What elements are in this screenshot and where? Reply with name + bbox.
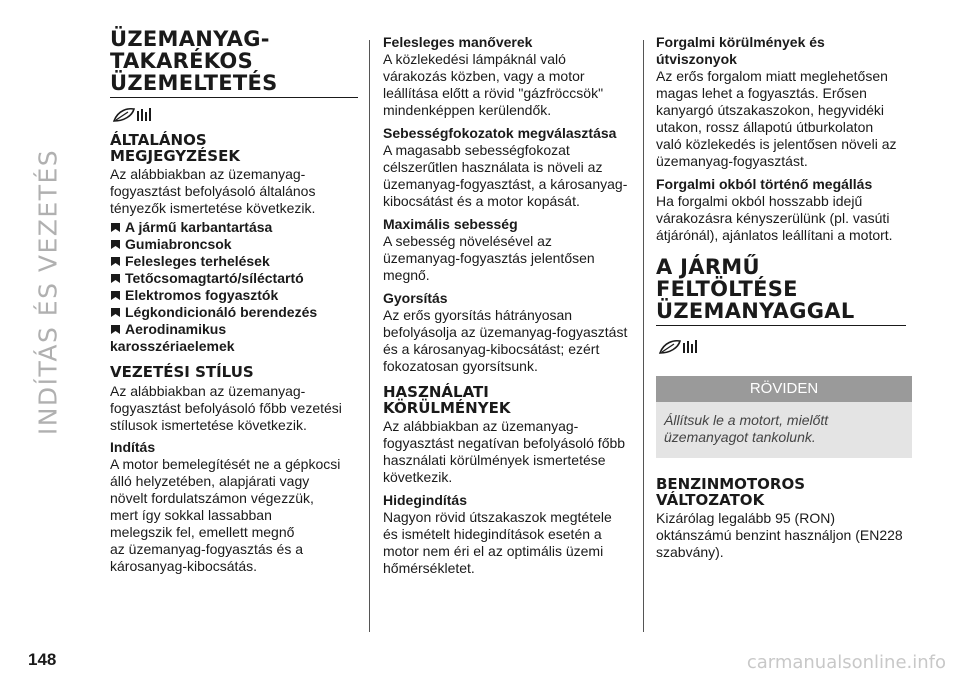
summary-box-header: RÖVIDEN [656,376,912,402]
list-item: Elektromos fogyasztók [110,287,358,304]
bookmark-icon [110,222,121,233]
list-item: Légkondicionáló berendezés [110,304,358,321]
petrol-versions-heading: BENZINMOTOROS VÁLTOZATOK [656,475,806,509]
bookmark-icon [110,290,121,301]
bookmark-icon [110,256,121,267]
acceleration-heading: Gyorsítás [383,290,448,306]
summary-box-text: Állítsuk le a motort, mielőtt üzemanyagot tankolunk. [664,412,829,445]
title-underline [110,97,358,98]
gear-selection-text: A magasabb sebességfokozat célszerűtlen használata is növeli az üzemanyag-fogyasztást, a károsanyag- kibocsátást és a motor kopását. [383,142,628,209]
unnecessary-maneuvers-text: A közlekedési lámpáknál való várakozás közben, vagy a motor leállítása előtt a rövid "gázfröccsök" mindenképpen kerülendők. [383,51,604,118]
max-speed-text: A sebesség növelésével az üzemanyag-fogyasztás jelentősen megnő. [383,233,595,283]
list-item: Gumiabroncsok [110,236,358,253]
cold-start-text: Nagyon rövid útszakaszok megtétele és ismételt hidegindítások esetén a motor nem éri el az optimális üzemi hőmérsékletet. [383,509,612,576]
list-item: A jármű karbantartása [110,219,358,236]
max-speed-heading: Maximális sebesség [383,216,518,232]
petrol-versions-text: Kizárólag legalább 95 (RON) oktánszámú benzint használjon (EN228 szabvány). [656,510,903,560]
driving-intro: Az alábbiakban az üzemanyag- fogyasztást befolyásoló főbb vezetési stílusok ismertetése következik. [110,383,342,433]
page-number: 148 [28,650,57,669]
list-item: Aerodinamikus karosszériaelemek [110,321,235,354]
gear-selection-heading: Sebességfokozatok megválasztása [383,125,617,141]
eco-leaf-icon [112,106,358,126]
traffic-conditions-heading: Forgalmi körülmények és útviszonyok [656,34,825,67]
watermark: carmanualsonline.info [746,652,946,673]
driving-style-heading: VEZETÉSI STÍLUS [110,363,254,381]
usage-conditions-heading: HASZNÁLATI KÖRÜLMÉNYEK [383,383,511,417]
column-divider [643,40,644,632]
column-1 [110,28,358,575]
traffic-conditions-text: Az erős forgalom miatt meglehetősen magas lehet a fogyasztás. Erősen kanyargó útszakaszokon, hegyvidéki utakon, rossz állapotú útburkolaton való közlekedés is jelentősen növeli az üzemanyag-fogyasztást. [656,68,897,169]
title-underline [656,325,906,326]
traffic-stop-heading: Forgalmi okból történő megállás [656,176,873,192]
cold-start-heading: Hidegindítás [383,492,468,508]
list-item: Tetőcsomagtartó/síléctartó [110,270,358,287]
traffic-stop-text: Ha forgalmi okból hosszabb idejű várakozásra kényszerülünk (pl. vasúti átjárónál), ajánlatos leállítani a motort. [656,193,893,243]
summary-box [656,376,912,458]
column-3 [656,34,912,561]
general-notes-heading: ÁLTALÁNOS MEGJEGYZÉSEK [110,131,240,165]
chapter-side-title: INDÍTÁS ÉS VEZETÉS [33,148,63,436]
main-section-title: ÜZEMANYAG- TAKARÉKOS ÜZEMELTETÉS [110,27,278,95]
start-text: A motor bemelegítését ne a gépkocsi álló helyzetében, alapjárati vagy növelt fordulatszámon végezzük, mert így sokkal lassabban melegszik fel, emellett megnő az üzemanyag-fogyasztás és a károsanyag-kibocsátás. [110,456,341,574]
unnecessary-maneuvers-heading: Felesleges manőverek [383,34,533,50]
bookmark-icon [110,273,121,284]
general-factor-list [110,219,358,355]
bookmark-icon [110,239,121,250]
column-2 [383,34,633,577]
column-divider [369,40,370,632]
bookmark-icon [110,307,121,318]
bookmark-icon [110,324,121,335]
usage-intro: Az alábbiakban az üzemanyag- fogyasztást negatívan befolyásoló főbb használati körülmények ismertetése következik. [383,418,626,485]
start-heading: Indítás [110,439,156,455]
refuel-section-title: A JÁRMŰ FELTÖLTÉSE ÜZEMANYAGGAL [656,255,855,323]
acceleration-text: Az erős gyorsítás hátrányosan befolyásolja az üzemanyag-fogyasztást és a károsanyag-kibocsátást; ezért fokozatosan gyorsítsunk. [383,307,628,374]
list-item: Felesleges terhelések [110,253,358,270]
general-intro: Az alábbiakban az üzemanyag- fogyasztást befolyásoló általános tényezők ismertetése következik. [110,166,316,216]
eco-leaf-icon [658,338,912,358]
